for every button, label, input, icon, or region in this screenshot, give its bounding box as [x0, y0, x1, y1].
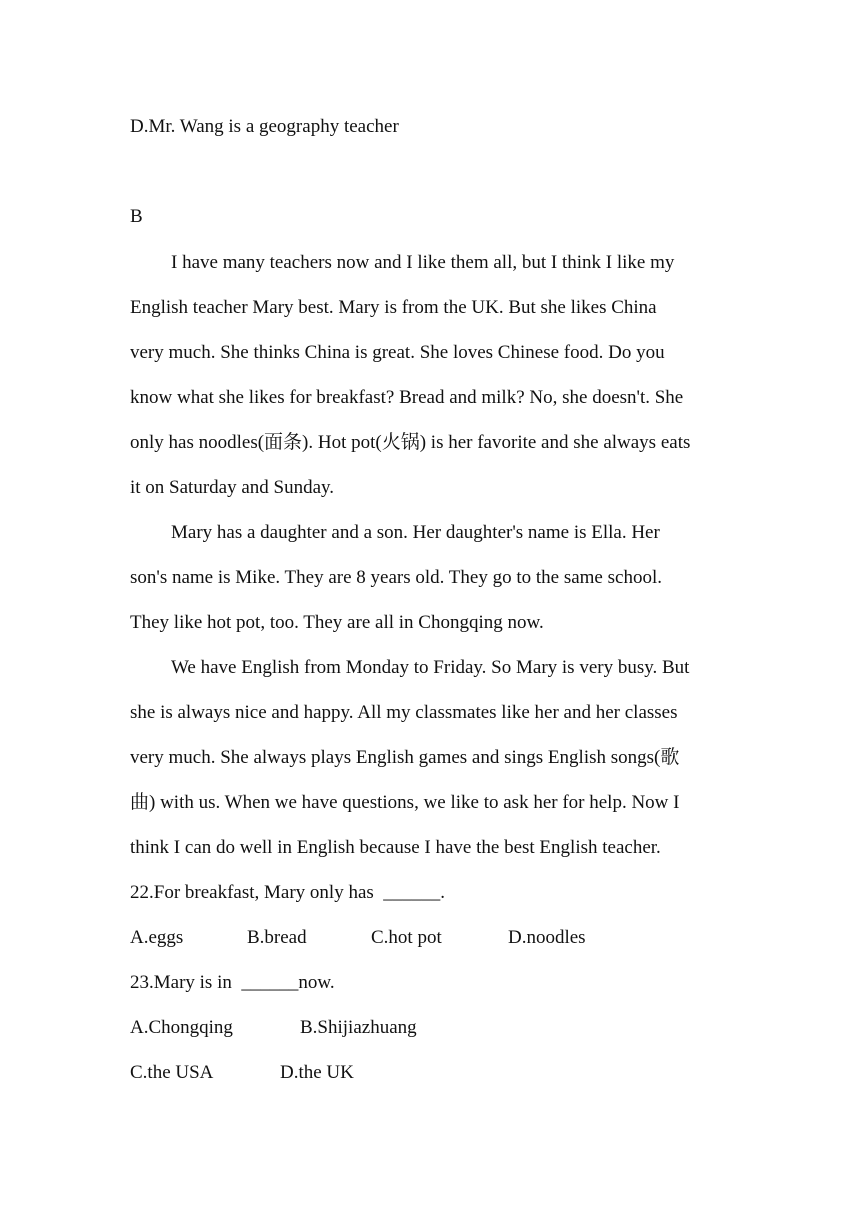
question-23-option-a: A.Chongqing: [130, 1017, 233, 1038]
passage-line: They like hot pot, too. They are all in Chongqing now.: [130, 612, 544, 633]
section-label: B: [130, 206, 143, 227]
option-d-previous-question: D.Mr. Wang is a geography teacher: [130, 116, 399, 137]
question-22-option-c: C.hot pot: [371, 927, 442, 948]
question-23-option-c: C.the USA: [130, 1062, 214, 1083]
passage-line: know what she likes for breakfast? Bread and milk? No, she doesn't. She: [130, 387, 684, 408]
question-22-stem: 22.For breakfast, Mary only has ______.: [130, 882, 446, 903]
passage-line: I have many teachers now and I like them all, but I think I like my: [171, 252, 675, 273]
passage-line: she is always nice and happy. All my classmates like her and her classes: [130, 702, 678, 723]
passage-line: think I can do well in English because I have the best English teacher.: [130, 837, 661, 858]
question-22-option-b: B.bread: [247, 927, 307, 948]
passage-line: very much. She always plays English games and sings English songs(歌: [130, 747, 680, 768]
question-23-option-d: D.the UK: [280, 1062, 354, 1083]
passage-line: 曲) with us. When we have questions, we like to ask her for help. Now I: [130, 792, 680, 813]
question-23-stem: 23.Mary is in ______now.: [130, 972, 335, 993]
passage-line: only has noodles(面条). Hot pot(火锅) is her favorite and she always eats: [130, 432, 691, 453]
passage-line: son's name is Mike. They are 8 years old. They go to the same school.: [130, 567, 662, 588]
question-23-option-b: B.Shijiazhuang: [300, 1017, 417, 1038]
passage-line: Mary has a daughter and a son. Her daughter's name is Ella. Her: [171, 522, 660, 543]
question-22-option-a: A.eggs: [130, 927, 184, 948]
passage-line: English teacher Mary best. Mary is from the UK. But she likes China: [130, 297, 657, 318]
passage-line: it on Saturday and Sunday.: [130, 477, 335, 498]
passage-line: We have English from Monday to Friday. So Mary is very busy. But: [171, 657, 690, 678]
question-22-option-d: D.noodles: [508, 927, 586, 948]
passage-line: very much. She thinks China is great. She loves Chinese food. Do you: [130, 342, 665, 363]
